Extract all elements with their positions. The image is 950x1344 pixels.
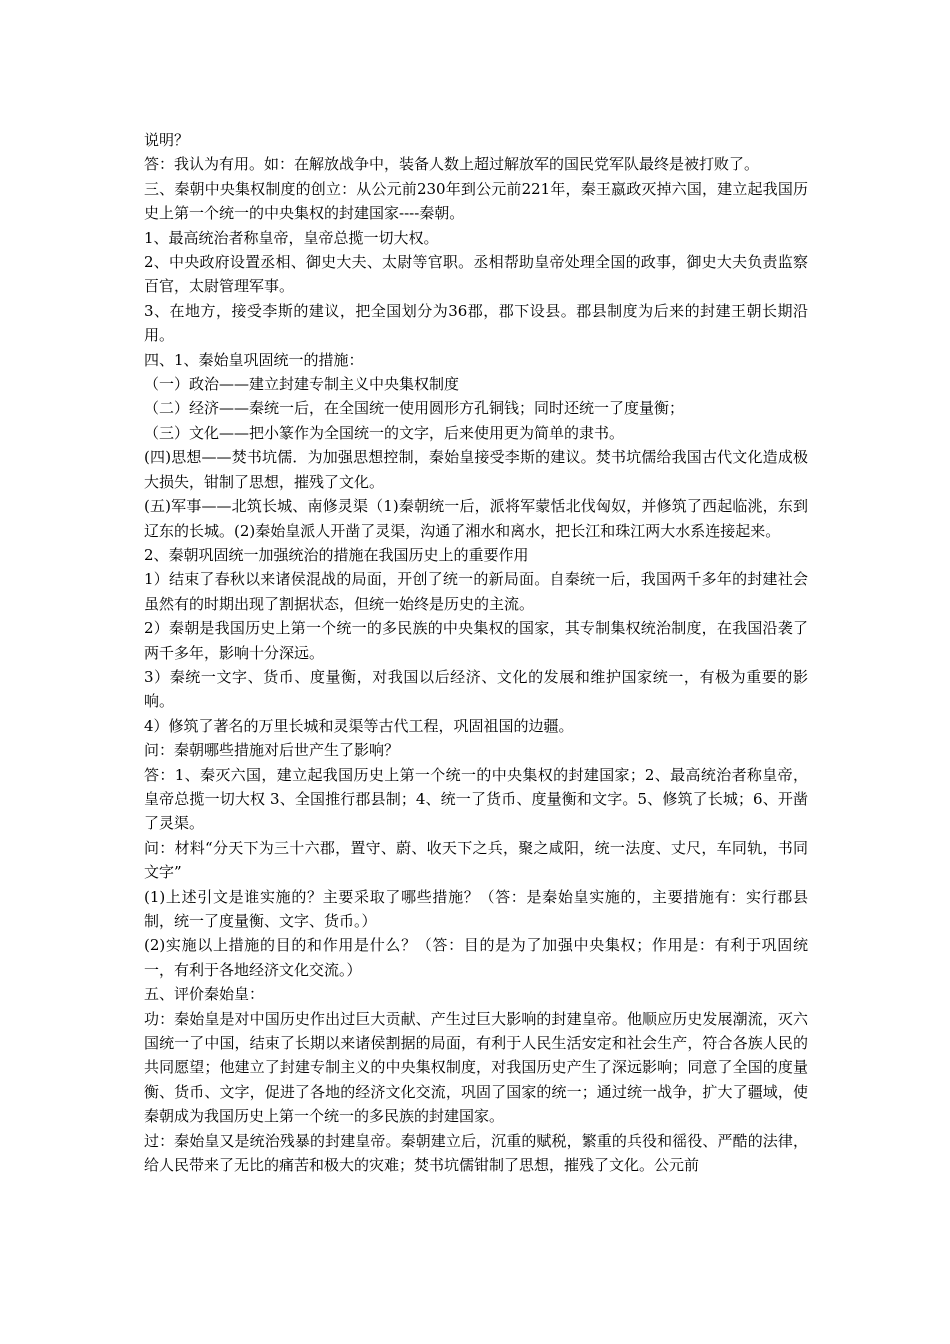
- paragraph: (1)上述引文是谁实施的？主要采取了哪些措施？（答：是秦始皇实施的，主要措施有：实行郡县制，统一了度量衡、文字、货币。）: [144, 887, 808, 930]
- paragraph: 1、最高统治者称皇帝，皇帝总揽一切大权。: [144, 228, 439, 247]
- paragraph: (四)思想——焚书坑儒．为加强思想控制，秦始皇接受李斯的建议。焚书坑儒给我国古代文化造成极大损失，钳制了思想，摧残了文化。: [144, 448, 808, 491]
- paragraph: 说明？: [144, 131, 190, 149]
- paragraph: 答：1、秦灭六国，建立起我国历史上第一个统一的中央集权的封建国家；2、最高统治者称皇帝，皇帝总揽一切大权 3、全国推行郡县制；4、统一了货币、度量衡和文字。5、修筑了长城；6、开凿了灵渠。: [144, 765, 808, 833]
- paragraph: (2)实施以上措施的目的和作用是什么？（答：目的是为了加强中央集权；作用是：有利于巩固统一，有利于各地经济文化交流。）: [144, 936, 808, 979]
- paragraph: （二）经济——秦统一后，在全国统一使用圆形方孔铜钱；同时还统一了度量衡；: [144, 399, 685, 418]
- paragraph: 三、秦朝中央集权制度的创立：从公元前230年到公元前221年，秦王嬴政灭掉六国，建立起我国历史上第一个统一的中央集权的封建国家----秦朝。: [144, 179, 808, 223]
- document-body: [144, 128, 808, 1177]
- paragraph: 2）秦朝是我国历史上第一个统一的多民族的中央集权的国家，其专制集权统治制度，在我国沿袭了两千多年，影响十分深远。: [144, 619, 808, 662]
- paragraph: (五)军事——北筑长城、南修灵渠（1)秦朝统一后，派将军蒙恬北伐匈奴，并修筑了西起临洮，东到辽东的长城。(2)秦始皇派人开凿了灵渠，沟通了湘水和离水，把长江和珠江两大水系连接起来。: [144, 497, 808, 540]
- paragraph: （一）政治——建立封建专制主义中央集权制度: [144, 375, 460, 394]
- paragraph: 1）结束了春秋以来诸侯混战的局面，开创了统一的新局面。自秦统一后，我国两千多年的封建社会虽然有的时期出现了割据状态，但统一始终是历史的主流。: [144, 570, 808, 613]
- paragraph: 3、在地方，接受李斯的建议，把全国划分为36郡，郡下设县。郡县制度为后来的封建王朝长期沿用。: [144, 301, 808, 345]
- paragraph: 3）秦统一文字、货币、度量衡，对我国以后经济、文化的发展和维护国家统一，有极为重要的影响。: [144, 667, 808, 711]
- paragraph: 问：材料“分天下为三十六郡，置守、蔚、收天下之兵，聚之咸阳，统一法度、丈尺，车同轨，书同文字”: [144, 838, 808, 882]
- paragraph: 2、秦朝巩固统一加强统治的措施在我国历史上的重要作用: [144, 545, 529, 564]
- paragraph: 问：秦朝哪些措施对后世产生了影响？: [144, 741, 400, 760]
- paragraph: 过：秦始皇又是统治残暴的封建皇帝。秦朝建立后，沉重的赋税，繁重的兵役和徭役、严酷的法律，给人民带来了无比的痛苦和极大的灾难；焚书坑儒钳制了思想，摧残了文化。公元前: [144, 1131, 808, 1175]
- paragraph: 4）修筑了著名的万里长城和灵渠等古代工程，巩固祖国的边疆。: [144, 716, 574, 735]
- paragraph: 四、1、秦始皇巩固统一的措施：: [144, 350, 364, 369]
- paragraph: 答：我认为有用。如：在解放战争中，装备人数上超过解放军的国民党军队最终是被打败了。: [144, 155, 760, 174]
- paragraph: （三）文化——把小篆作为全国统一的文字，后来使用更为简单的隶书。: [144, 423, 625, 442]
- paragraph: 功：秦始皇是对中国历史作出过巨大贡献、产生过巨大影响的封建皇帝。他顺应历史发展潮流，灭六国统一了中国，结束了长期以来诸侯割据的局面，有利于人民生活安定和社会生产，符合各族人民的共同愿望；他建立了封建专制主义的中央集权制度，对我国历史产生了深远影响；同意了全国的度量衡、货币、文字，促进了各地的经济文化交流，巩固了国家的统一；通过统一战争，扩大了疆域，使秦朝成为我国历史上第一个统一的多民族的封建国家。: [144, 1009, 808, 1126]
- paragraph: 2、中央政府设置丞相、御史大夫、太尉等官职。丞相帮助皇帝处理全国的政事，御史大夫负责监察百官，太尉管理军事。: [144, 253, 808, 296]
- paragraph: 五、评价秦始皇：: [144, 985, 265, 1004]
